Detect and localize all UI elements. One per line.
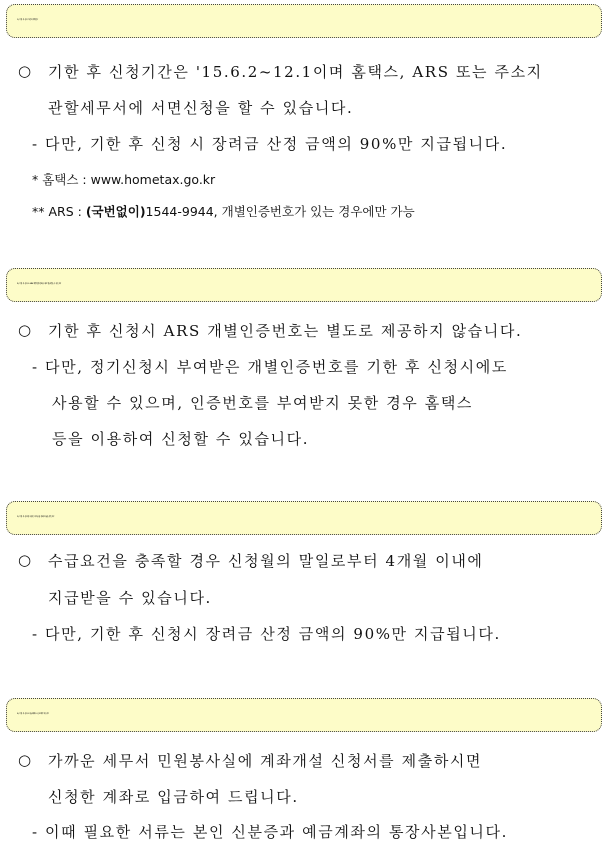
answer-2-line-1: 기한 후 신청시 ARS 개별인증번호는 별도로 제공하지 않습니다. <box>48 322 523 340</box>
note-hometax: * 홈택스 : www.hometax.go.kr <box>32 172 216 187</box>
question-2-heading: 2) 기한 후 신청시 ARS 개별인증번호를 새로 발급받을 수 있는지? <box>6 268 602 302</box>
question-4-heading: 4) 기한 후 신청시 환급계좌도 신고해야 하는지? <box>6 698 602 732</box>
bullet-circle-icon: ○ <box>18 551 32 569</box>
note-ars <box>32 203 415 221</box>
question-3-heading: 3) 기한 후 신청한 사람은 장려금을 언제 지급을 받는지? <box>6 501 602 535</box>
note-ars-prefix: ** ARS : <box>32 204 86 219</box>
bullet-circle-icon: ○ <box>18 751 32 769</box>
answer-2-dash-line-3: 등을 이용하여 신청할 수 있습니다. <box>52 430 310 448</box>
answer-1-line-2: 관할세무서에 서면신청을 할 수 있습니다. <box>48 99 354 117</box>
answer-4-line-1: 가까운 세무서 민원봉사실에 계좌개설 신청서를 제출하시면 <box>48 752 483 770</box>
answer-4-line-2: 신청한 계좌로 입금하여 드립니다. <box>48 788 299 806</box>
question-1-heading: 1) 기한 후 신청 기간과 방법은? <box>6 4 602 38</box>
answer-3-line-1: 수급요건을 충족할 경우 신청월의 말일로부터 4개월 이내에 <box>48 552 484 570</box>
answer-2-dash-line-2: 사용할 수 있으며, 인증번호를 부여받지 못한 경우 홈택스 <box>52 394 474 412</box>
answer-3-dash-line-1: - 다만, 기한 후 신청시 장려금 산정 금액의 90%만 지급됩니다. <box>32 625 501 643</box>
note-ars-rest: 1544-9944, 개별인증번호가 있는 경우에만 가능 <box>145 204 415 219</box>
answer-1-dash-line-1: - 다만, 기한 후 신청 시 장려금 산정 금액의 90%만 지급됩니다. <box>32 135 508 153</box>
bullet-circle-icon: ○ <box>18 321 32 339</box>
answer-2-dash-line-1: - 다만, 정기신청시 부여받은 개별인증번호를 기한 후 신청시에도 <box>32 358 508 376</box>
note-ars-bold: (국번없이) <box>85 204 146 219</box>
answer-3-line-2: 지급받을 수 있습니다. <box>48 589 212 607</box>
answer-4-dash-line-1: - 이때 필요한 서류는 본인 신분증과 예금계좌의 통장사본입니다. <box>32 823 508 841</box>
bullet-circle-icon: ○ <box>18 62 32 80</box>
answer-1-line-1: 기한 후 신청기간은 '15.6.2~12.1이며 홈택스, ARS 또는 주소지 <box>48 63 543 81</box>
